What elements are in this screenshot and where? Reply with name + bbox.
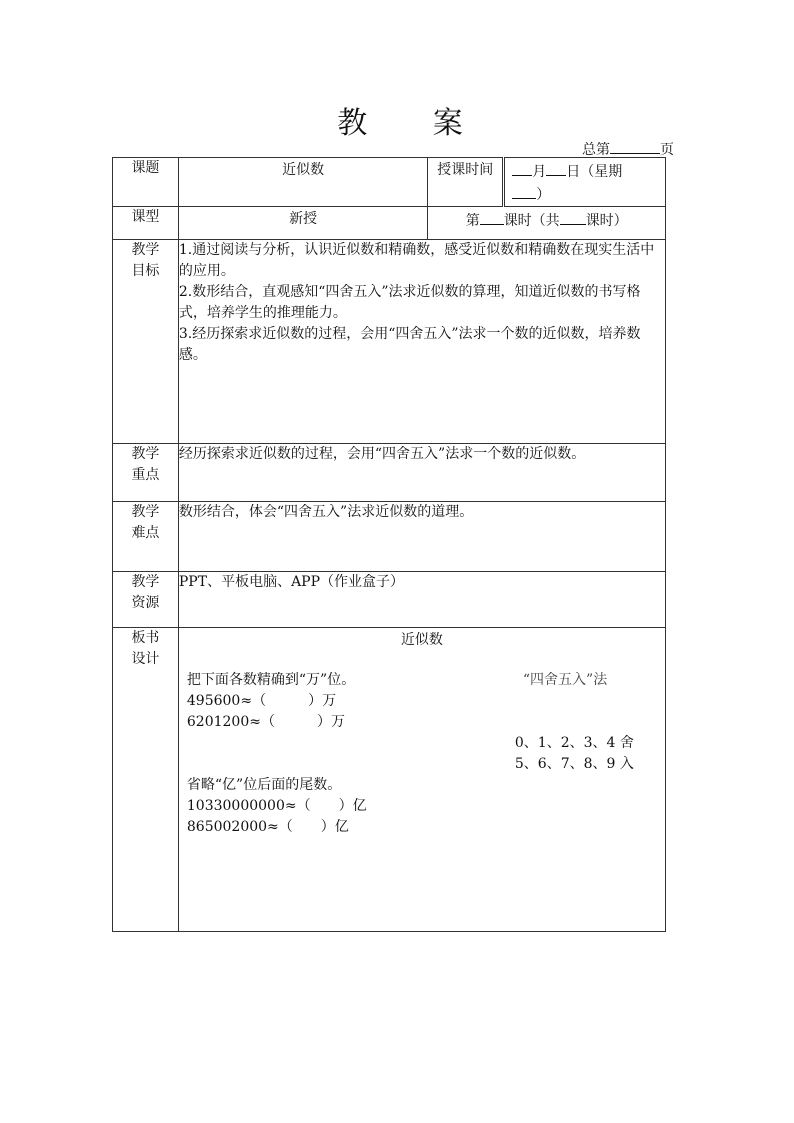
difficulties-content: 数形结合，体会“四舍五入”法求近似数的道理。 [178, 502, 665, 572]
board-label-line1: 板书 [131, 630, 160, 646]
objective-item: 1.通过阅读与分析，认识近似数和精确数，感受近似数和精确数在现实生活中的应用。 [178, 242, 655, 279]
date-close: ） [536, 187, 551, 203]
period-mid: 课时（共 [503, 213, 560, 229]
board-content [178, 628, 665, 932]
date-day: 日（星期 [566, 164, 623, 180]
period-cell [428, 207, 666, 240]
key-points-label-line1: 教学 [131, 446, 160, 462]
board-label-line2: 设计 [131, 651, 160, 667]
difficulties-row [113, 502, 666, 572]
difficulties-label-line2: 难点 [131, 525, 160, 541]
type-label: 课型 [113, 207, 179, 240]
page-counter-prefix: 总第 [582, 142, 610, 158]
key-points-label [113, 444, 179, 502]
document-title: 教 案 [337, 106, 491, 141]
topic-row [113, 158, 666, 207]
weekday-blank [512, 183, 536, 199]
type-value: 新授 [178, 207, 427, 240]
page-counter [582, 139, 674, 159]
page-number-blank [610, 139, 660, 154]
difficulties-label [113, 502, 179, 572]
key-points-content: 经历探索求近似数的过程，会用“四舍五入”法求一个数的近似数。 [178, 444, 665, 502]
page-counter-suffix: 页 [660, 142, 674, 158]
objective-item: 2.数形结合，直观感知“四舍五入”法求近似数的算理，知道近似数的书写格式，培养学生的推理能力。 [178, 284, 641, 321]
key-points-label-line2: 重点 [131, 467, 160, 483]
type-row [113, 207, 666, 240]
month-blank [512, 160, 532, 176]
day-blank [546, 160, 566, 176]
board-label [113, 628, 179, 932]
board-example-4: 865002000≈（ ）亿 [186, 819, 349, 835]
date-month: 月 [532, 164, 547, 180]
resources-label [113, 572, 179, 628]
lesson-plan-table [112, 157, 666, 932]
period-prefix: 第 [465, 213, 480, 229]
objective-item: 3.经历探索求近似数的过程，会用“四舍五入”法求一个数的近似数，培养数感。 [178, 326, 641, 363]
objectives-row [113, 240, 666, 444]
resources-label-line1: 教学 [131, 574, 160, 590]
board-rule-title: “四舍五入”法 [522, 672, 608, 688]
board-task-2: 省略“亿”位后面的尾数。 [186, 777, 342, 793]
resources-label-line2: 资源 [131, 595, 160, 611]
topic-value: 近似数 [178, 158, 427, 207]
topic-label: 课题 [113, 158, 179, 207]
board-example-2: 6201200≈（ ）万 [186, 714, 345, 730]
key-points-row [113, 444, 666, 502]
board-title: 近似数 [400, 632, 443, 648]
objectives-label [113, 240, 179, 444]
board-rule-1: 0、1、2、3、4 舍 [514, 735, 634, 751]
period-suffix: 课时） [585, 213, 628, 229]
time-label: 授课时间 [428, 158, 504, 207]
board-rule-2: 5、6、7、8、9 入 [514, 756, 634, 772]
objectives-label-line2: 目标 [131, 263, 160, 279]
board-canvas [179, 628, 665, 930]
resources-content: PPT、平板电脑、APP（作业盒子） [178, 572, 665, 628]
board-example-1: 495600≈（ ）万 [186, 693, 337, 709]
date-cell [504, 158, 666, 207]
board-task-1: 把下面各数精确到“万”位。 [186, 672, 356, 688]
board-row [113, 628, 666, 932]
total-period-blank [560, 209, 586, 225]
objectives-content [178, 240, 665, 444]
objectives-label-line1: 教学 [131, 242, 160, 258]
difficulties-label-line1: 教学 [131, 504, 160, 520]
board-example-3: 10330000000≈（ ）亿 [186, 798, 367, 814]
period-blank [480, 209, 504, 225]
resources-row [113, 572, 666, 628]
